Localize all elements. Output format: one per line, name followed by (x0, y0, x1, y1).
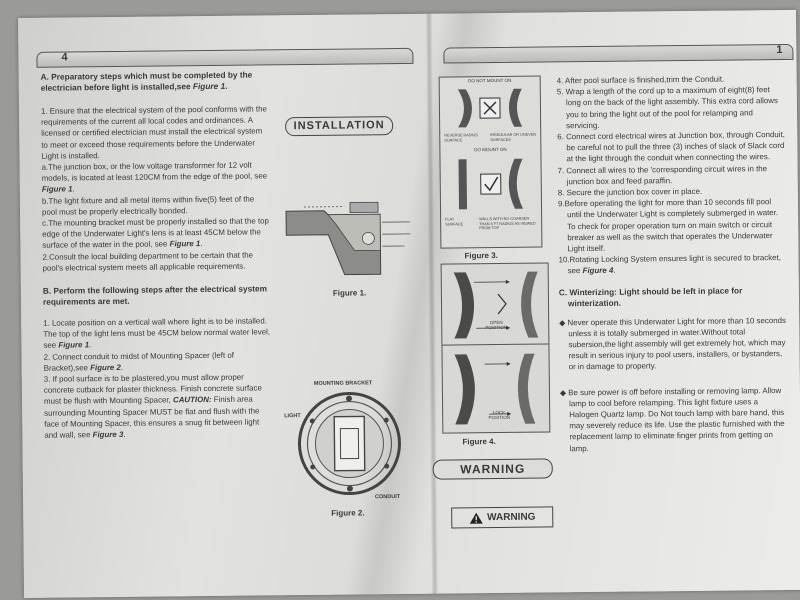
do-mount-label: DO MOUNT ON (474, 146, 507, 153)
warning-triangle-icon (469, 512, 483, 524)
do-not-mount-label: DO NOT MOUNT ON (468, 77, 512, 84)
figure-ref: Figure 4 (582, 266, 614, 276)
right-text-column (557, 73, 789, 454)
installation-heading: INSTALLATION (285, 116, 393, 136)
reverse-radius-label: REVERSE RADIUS SURFACE (444, 133, 478, 143)
figure-ref: Figure 1 (41, 184, 73, 195)
figure-ref: Figure 1 (192, 80, 226, 92)
section-c-title: C. Winterizing: Light should be left in place for winterization. (558, 285, 743, 308)
step-9: 9.Before operating the light for more than 10 seconds fill pool until the Underwater Light is completely submerged in water. To check for proper operation turn on main switch or circuit breaker as well as the switch that operates the Underwater Light itself. (557, 197, 779, 254)
step-a1a: a.The junction box, or the low voltage transformer for 12 volt models, is located at least 120CM from the edge of the pool, see Figure 1. (41, 160, 268, 195)
page-header-left (36, 48, 413, 68)
step-a1c: c.The mounting bracket must be properly installed so that the top edge of the Underwater Light's lens is at least 45CM below the surface of the water in the pool, see Figure 1. (42, 216, 269, 251)
step-7: 7. Connect all wires to the 'corresponding circuit wires in the junction box and feed paraffin. (557, 163, 768, 187)
step-10-text: 10.Rotating Locking System ensures light is secured to bracket, see (558, 253, 781, 276)
lock-position-label: LOCK POSITION (488, 409, 510, 421)
step-4: 4. After pool surface is finished,trim the Conduit. (556, 74, 725, 86)
winterizing-bullet-1: ◆ Never operate this Underwater Light for more than 10 seconds unless it is totally submerged in water.Without total subersion,the light assembly will get extremely hot, which may result in serious injury to pool users, installers, or bystanders, or in damage to property. (559, 315, 786, 372)
caution-label: CAUTION: (172, 395, 212, 405)
figure-2-caption: Figure 2. (331, 508, 365, 518)
step-a1a-text: a.The junction box, or the low voltage transformer for 12 volt models, is located at least 120CM from the edge of the pool, see (41, 160, 268, 183)
step-b3-text: 3. If pool surface is to be plastered,you must allow proper concrete cutback for plaster thickness. Finish concrete surface must be flush with Mounting Spacer, (43, 372, 262, 407)
page-number-left: 4 (61, 51, 68, 64)
step-b1: 1. Locate position on a vertical wall where light is to be installed. The top of the light lens must be 45CM below normal water level, see Figure 1. (43, 316, 271, 351)
step-a2: 2.Consult the local building department to be certain that the pool's electrical system meets all applicable requirements. (42, 250, 254, 273)
figure-3-caption: Figure 3. (464, 250, 498, 261)
step-b1-text: 1. Locate position on a vertical wall where light is to be installed. The top of the light lens must be 45CM below normal water level, see (43, 316, 271, 351)
figure-ref: Figure 1 (58, 340, 90, 351)
figure-1-caption: Figure 1. (332, 288, 367, 298)
step-a1c-text: c.The mounting bracket must be properly installed so that the top edge of the Underwater Light's lens is at least 45CM below the surface of the water in the pool, see (42, 216, 269, 251)
figure-4-caption: Figure 4. (462, 437, 496, 447)
page-number-right: 1 (776, 43, 783, 57)
open-position-diagram (444, 267, 547, 342)
figure-2-diagram (294, 388, 405, 499)
section-a-title-text: A. Preparatory steps which must be completed by the electrician before light is installed,see (40, 69, 253, 93)
winterizing-bullet-2-text: Be sure power is off before installing or removing lamp. Allow lamp to cool before relamping. This light fixture uses a Halogen Quartz lamp. Do Not touch lamp with bare hand, this may severely reduce its life. Use the plastic furnished with the replacement lamp to eliminate finger prints from getting on lamp. (568, 385, 785, 453)
step-b2: 2. Connect conduit to midst of Mounting Spacer (left of Bracket),see Figure 2. (43, 350, 234, 373)
figure-ref: Figure 3 (92, 429, 124, 440)
figure-ref: Figure 2 (90, 362, 121, 373)
step-8: 8. Secure the junction box cover in place. (557, 186, 703, 198)
flat-surface-label: FLAT SURFACE (445, 217, 464, 227)
figure-1-diagram (284, 194, 415, 281)
do-mount-diagram (454, 155, 527, 214)
figure-4-divider (442, 343, 548, 345)
open-position-label: OPEN POSITION (485, 319, 508, 331)
figure-ref: Figure 1 (169, 239, 201, 249)
warning-box (451, 506, 553, 528)
figure-2-mounting-label: MOUNTING BRACKET (313, 380, 373, 387)
warning-heading: WARNING (433, 458, 553, 479)
do-not-mount-diagram (454, 85, 526, 132)
page-fold (426, 14, 438, 594)
step-b3-rest: Finish area surrounding Mounting Spacer MUST be flat and flush with the face of Mounting Spacer, this ensures a snug fit between light and wall, see (44, 395, 260, 440)
step-6: 6. Connect cord electrical wires at Junction box, through Conduit, be careful not to pull the three (3) inches of slack of Slack cord at the light through the conduit when connecting the wires. (557, 129, 785, 164)
section-a-title: A. Preparatory steps which must be completed by the electrician before light is installed,see Figure 1. (40, 69, 253, 93)
warning-box-label: WARNING (487, 511, 536, 524)
winterizing-bullet-1-text: Never operate this Underwater Light for more than 10 seconds unless it is totally submerged in water.Without total subersion,the light assembly will get extremely hot, which may result in serious injury to pool users, installers, or bystanders, or in damage to property. (567, 315, 786, 372)
figure-2-conduit-label: CONDUIT (375, 494, 401, 501)
step-a1b: b.The light fixture and all metal items within five(5) feet of the pool must be properly electrically bonded. (41, 194, 255, 217)
figure-3-box (439, 76, 543, 249)
section-b-title: B. Perform the following steps after the electrical system requirements are met. (42, 283, 267, 307)
step-a1: 1. Ensure that the electrical system of the pool conforms with the requirements of the current all local codes and ordinances. A licensed or certified electrician must install the electrical system to meet or exceed those requirements before the Underwater Light is installed. (40, 104, 267, 161)
figure-4-box (441, 262, 551, 433)
left-text-column (41, 69, 273, 441)
walls-radius-label: WALLS WITH NO COARSER THAN 6 FT RADIUS AS VIEWED FROM TOP (479, 216, 536, 231)
page-header-right (443, 44, 793, 64)
figure-2-light-label: LIGHT (284, 413, 301, 420)
step-b3: 3. If pool surface is to be plastered,you must allow proper concrete cutback for plaster thickness. Finish concrete surface must be flush with Mounting Spacer, CAUTION: Finish area surrounding Mounting Spacer MUST be flat and flush with the face of Mounting Spacer, this ensures a snug fit between light and wall, see Figure 3. (43, 372, 262, 440)
step-5: 5. Wrap a length of the cord up to a maximum of eight(8) feet long on the back of the light assembly. This extra cord allows you to bring the light out of the pool for relamping and servicing. (556, 85, 778, 131)
step-b2-text: 2. Connect conduit to midst of Mounting Spacer (left of Bracket),see (43, 350, 234, 373)
winterizing-bullet-2: ◆ Be sure power is off before installing or removing lamp. Allow lamp to cool before relamping. This light fixture uses a Halogen Quartz lamp. Do Not touch lamp with bare hand, this may severely reduce its life. Use the plastic furnished with the replacement lamp to eliminate finger prints from getting on lamp. (559, 385, 785, 453)
irregular-label: IRREGULAR OR UNEVEN SURFACES (490, 132, 537, 142)
instruction-sheet (18, 10, 800, 598)
step-10: 10.Rotating Locking System ensures light is secured to bracket, see Figure 4. (558, 253, 781, 276)
